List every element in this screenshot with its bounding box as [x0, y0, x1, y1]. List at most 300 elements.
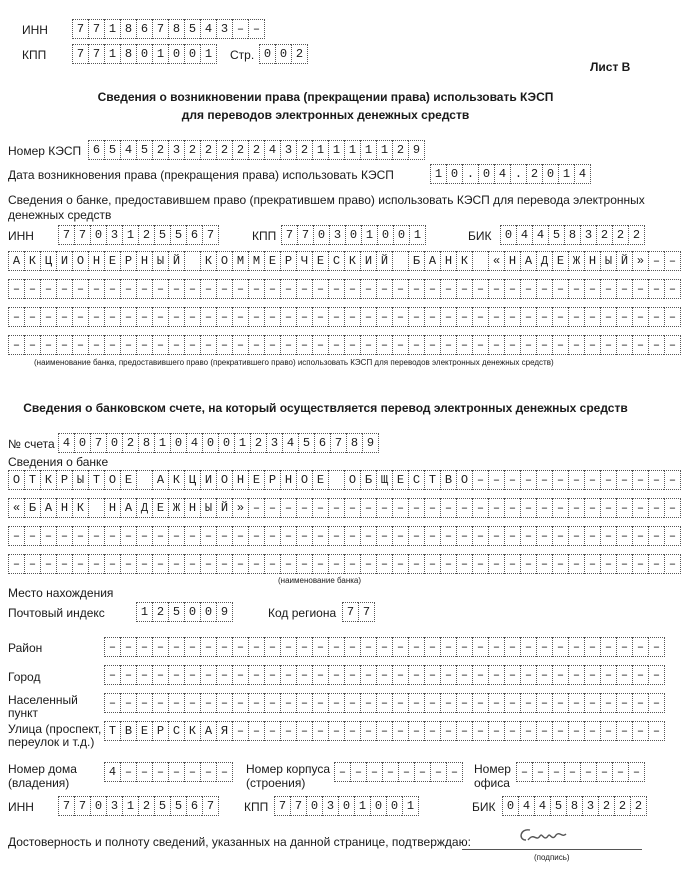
char-cell: –	[664, 498, 681, 518]
char-cell: О	[104, 470, 120, 490]
char-cell: Ц	[40, 251, 56, 271]
street-label-2: переулок и т.д.)	[8, 735, 95, 749]
char-cell: 0	[90, 225, 106, 245]
char-cell: –	[488, 307, 504, 327]
char-cell: –	[120, 526, 136, 546]
char-cell: –	[552, 335, 568, 355]
char-cell: –	[664, 554, 681, 574]
char-cell: –	[632, 554, 648, 574]
char-cell: Р	[56, 470, 72, 490]
account-bank-caption: (наименование банка)	[278, 576, 362, 585]
header-kpp-cells	[72, 44, 217, 64]
char-cell: –	[40, 335, 56, 355]
char-cell: 7	[88, 44, 104, 64]
char-cell: А	[40, 498, 56, 518]
char-cell: –	[456, 693, 472, 713]
char-cell: –	[408, 335, 424, 355]
char-cell: 3	[322, 796, 338, 816]
char-cell: –	[120, 665, 136, 685]
char-cell: 6	[186, 796, 202, 816]
char-cell: –	[360, 721, 376, 741]
char-cell: –	[584, 470, 600, 490]
char-cell: 8	[168, 19, 184, 39]
char-cell: –	[424, 721, 440, 741]
char-cell: 2	[250, 433, 266, 453]
char-cell: А	[152, 470, 168, 490]
char-cell: Р	[120, 251, 136, 271]
char-cell: –	[516, 762, 532, 782]
char-cell: 5	[168, 602, 184, 622]
char-cell: –	[120, 762, 136, 782]
char-cell: –	[552, 637, 568, 657]
char-cell: .	[510, 164, 526, 184]
char-cell: –	[216, 762, 233, 782]
char-cell: –	[136, 762, 152, 782]
char-cell: 1	[122, 225, 138, 245]
bank-bik-cells	[500, 225, 645, 245]
char-cell: –	[360, 665, 376, 685]
char-cell: 2	[216, 140, 232, 160]
char-cell: –	[280, 335, 296, 355]
char-cell: –	[504, 526, 520, 546]
char-cell: О	[72, 251, 88, 271]
char-cell: 0	[393, 225, 409, 245]
char-cell: 2	[138, 225, 154, 245]
char-cell: 7	[290, 796, 306, 816]
char-cell: Б	[360, 470, 376, 490]
char-cell: Ы	[72, 470, 88, 490]
char-cell: –	[532, 762, 548, 782]
char-cell: –	[424, 526, 440, 546]
char-cell: –	[584, 721, 600, 741]
char-cell: 2	[614, 796, 630, 816]
char-cell: –	[328, 693, 344, 713]
char-cell: –	[56, 279, 72, 299]
char-cell: 0	[500, 225, 516, 245]
char-cell: –	[536, 307, 552, 327]
char-cell: –	[312, 335, 328, 355]
char-cell: –	[264, 721, 280, 741]
char-cell: –	[600, 721, 616, 741]
char-cell: –	[520, 554, 536, 574]
char-cell: –	[536, 721, 552, 741]
char-cell: –	[472, 526, 488, 546]
char-cell: –	[376, 498, 392, 518]
char-cell: –	[424, 307, 440, 327]
char-cell: –	[264, 665, 280, 685]
char-cell: –	[392, 693, 408, 713]
char-cell: –	[168, 665, 184, 685]
char-cell: –	[168, 279, 184, 299]
char-cell: 0	[202, 433, 218, 453]
char-cell: –	[536, 526, 552, 546]
char-cell: –	[648, 335, 664, 355]
char-cell: –	[184, 307, 200, 327]
char-cell: –	[456, 526, 472, 546]
char-cell: 2	[122, 433, 138, 453]
char-cell: 4	[518, 796, 534, 816]
building-label-1: Номер корпуса	[246, 762, 331, 776]
char-cell: –	[376, 335, 392, 355]
house-cells	[104, 762, 233, 782]
char-cell: 4	[574, 164, 591, 184]
char-cell: –	[328, 526, 344, 546]
char-cell: –	[200, 279, 216, 299]
char-cell: –	[360, 307, 376, 327]
char-cell: –	[392, 498, 408, 518]
char-cell: 4	[532, 225, 548, 245]
char-cell	[136, 470, 152, 490]
char-cell: –	[168, 526, 184, 546]
char-cell: –	[552, 665, 568, 685]
bank-inn-cells	[58, 225, 219, 245]
char-cell: –	[392, 665, 408, 685]
char-cell: –	[504, 693, 520, 713]
char-cell: 3	[168, 140, 184, 160]
char-cell: –	[632, 693, 648, 713]
char-cell: –	[424, 665, 440, 685]
char-cell: 7	[90, 433, 106, 453]
char-cell: Я	[216, 721, 232, 741]
char-cell: 1	[402, 796, 419, 816]
signature-mark-icon	[514, 822, 574, 850]
char-cell: –	[104, 279, 120, 299]
char-cell: –	[568, 693, 584, 713]
char-cell: 7	[74, 796, 90, 816]
office-label-1: Номер	[474, 762, 511, 776]
char-cell: 3	[106, 225, 122, 245]
char-cell: 4	[282, 433, 298, 453]
char-cell: –	[248, 665, 264, 685]
char-cell: 1	[312, 140, 328, 160]
char-cell: –	[136, 279, 152, 299]
bottom-kpp-cells	[274, 796, 419, 816]
char-cell: –	[152, 526, 168, 546]
char-cell: 2	[630, 796, 647, 816]
char-cell: »	[232, 498, 248, 518]
char-cell: 8	[346, 433, 362, 453]
char-cell: Е	[120, 470, 136, 490]
form-title-line1: Сведения о возникновении права (прекращении права) использовать КЭСП	[97, 90, 554, 104]
char-cell: –	[312, 307, 328, 327]
char-cell: –	[584, 693, 600, 713]
char-cell: –	[216, 279, 232, 299]
char-cell: 7	[72, 44, 88, 64]
char-cell: Н	[88, 251, 104, 271]
char-cell: –	[264, 335, 280, 355]
city-label: Город	[8, 670, 41, 684]
char-cell: К	[72, 498, 88, 518]
char-cell: –	[424, 637, 440, 657]
char-cell: –	[296, 307, 312, 327]
char-cell: –	[398, 762, 414, 782]
char-cell: –	[248, 307, 264, 327]
char-cell: –	[88, 279, 104, 299]
bank-grant-heading-1: Сведения о банке, предоставившем право (прекратившем право) использовать КЭСП для перевода электронных	[8, 193, 645, 207]
account-bank-row-4	[8, 554, 681, 574]
bank-bik-label: БИК	[468, 229, 492, 243]
char-cell: –	[56, 554, 72, 574]
char-cell: –	[632, 637, 648, 657]
char-cell: 1	[430, 164, 446, 184]
char-cell: –	[24, 279, 40, 299]
char-cell: –	[472, 637, 488, 657]
char-cell: –	[488, 335, 504, 355]
char-cell: –	[264, 526, 280, 546]
char-cell: –	[280, 693, 296, 713]
char-cell: –	[104, 526, 120, 546]
char-cell: А	[8, 251, 24, 271]
char-cell: –	[504, 335, 520, 355]
house-label-2: (владения)	[8, 776, 70, 790]
char-cell: –	[600, 637, 616, 657]
char-cell: –	[72, 554, 88, 574]
char-cell: 4	[264, 140, 280, 160]
char-cell: 0	[306, 796, 322, 816]
bank-grant-caption: (наименование банка, предоставившего право (прекратившего право) использовать КЭСП для переводов электронных денежных средств)	[34, 358, 554, 367]
char-cell: 1	[360, 140, 376, 160]
char-cell: –	[408, 721, 424, 741]
char-cell: А	[120, 498, 136, 518]
char-cell: –	[312, 665, 328, 685]
char-cell: –	[376, 637, 392, 657]
char-cell: –	[628, 762, 645, 782]
char-cell: –	[552, 693, 568, 713]
char-cell: С	[168, 721, 184, 741]
char-cell: –	[264, 498, 280, 518]
char-cell: Ы	[600, 251, 616, 271]
char-cell: 2	[232, 140, 248, 160]
char-cell: –	[136, 526, 152, 546]
postcode-label: Почтовый индекс	[8, 606, 105, 620]
building-cells	[334, 762, 463, 782]
char-cell: –	[440, 526, 456, 546]
char-cell: 5	[550, 796, 566, 816]
char-cell: –	[248, 498, 264, 518]
char-cell: Т	[88, 470, 104, 490]
char-cell: 7	[281, 225, 297, 245]
char-cell: М	[232, 251, 248, 271]
char-cell: Б	[408, 251, 424, 271]
char-cell: 2	[152, 602, 168, 622]
char-cell	[328, 470, 344, 490]
char-cell: –	[456, 307, 472, 327]
char-cell: –	[408, 498, 424, 518]
char-cell: –	[200, 335, 216, 355]
char-cell: Н	[584, 251, 600, 271]
char-cell: 2	[596, 225, 612, 245]
char-cell: –	[8, 335, 24, 355]
char-cell: –	[296, 721, 312, 741]
char-cell: –	[456, 279, 472, 299]
char-cell: –	[584, 554, 600, 574]
char-cell: –	[504, 279, 520, 299]
char-cell: Е	[248, 470, 264, 490]
char-cell: 1	[558, 164, 574, 184]
settlement-label-1: Населенный	[8, 693, 78, 707]
char-cell: Е	[312, 251, 328, 271]
char-cell: –	[120, 637, 136, 657]
char-cell: –	[536, 335, 552, 355]
char-cell: 6	[136, 19, 152, 39]
char-cell: 0	[168, 44, 184, 64]
char-cell: 7	[72, 19, 88, 39]
char-cell: Д	[136, 498, 152, 518]
char-cell: –	[456, 665, 472, 685]
char-cell: –	[632, 470, 648, 490]
char-cell: –	[360, 498, 376, 518]
signature-statement: Достоверность и полноту сведений, указанных на данной странице, подтверждаю:	[8, 835, 471, 849]
char-cell: –	[280, 665, 296, 685]
char-cell: –	[136, 307, 152, 327]
char-cell: –	[536, 665, 552, 685]
char-cell: –	[632, 279, 648, 299]
char-cell: 1	[354, 796, 370, 816]
char-cell: –	[504, 665, 520, 685]
char-cell: –	[168, 637, 184, 657]
char-cell: –	[104, 307, 120, 327]
char-cell: –	[408, 526, 424, 546]
char-cell: Н	[504, 251, 520, 271]
char-cell: 0	[136, 44, 152, 64]
char-cell: –	[440, 721, 456, 741]
char-cell: 7	[274, 796, 290, 816]
char-cell: 7	[152, 19, 168, 39]
char-cell: Щ	[376, 470, 392, 490]
char-cell: –	[200, 637, 216, 657]
char-cell: 8	[138, 433, 154, 453]
char-cell: 4	[58, 433, 74, 453]
char-cell: –	[366, 762, 382, 782]
char-cell: 4	[104, 762, 120, 782]
char-cell: –	[184, 665, 200, 685]
char-cell: –	[168, 762, 184, 782]
char-cell: –	[200, 554, 216, 574]
char-cell: 3	[266, 433, 282, 453]
char-cell: –	[440, 665, 456, 685]
char-cell: 0	[218, 433, 234, 453]
char-cell: 2	[184, 140, 200, 160]
char-cell: –	[216, 665, 232, 685]
char-cell: –	[632, 498, 648, 518]
char-cell: –	[520, 665, 536, 685]
char-cell: 1	[344, 140, 360, 160]
char-cell	[88, 498, 104, 518]
char-cell: –	[56, 307, 72, 327]
char-cell: –	[184, 554, 200, 574]
char-cell: Н	[440, 251, 456, 271]
char-cell: .	[462, 164, 478, 184]
char-cell: –	[600, 693, 616, 713]
char-cell: 1	[122, 796, 138, 816]
char-cell: –	[360, 637, 376, 657]
char-cell: –	[616, 307, 632, 327]
char-cell: 0	[90, 796, 106, 816]
char-cell: –	[8, 279, 24, 299]
char-cell: 3	[580, 225, 596, 245]
char-cell: –	[648, 307, 664, 327]
char-cell: 0	[370, 796, 386, 816]
char-cell: –	[104, 335, 120, 355]
char-cell: 0	[446, 164, 462, 184]
char-cell: –	[568, 335, 584, 355]
char-cell: –	[616, 554, 632, 574]
char-cell: –	[612, 762, 628, 782]
char-cell: 7	[58, 225, 74, 245]
char-cell: –	[264, 637, 280, 657]
char-cell: –	[344, 526, 360, 546]
kesp-number-cells	[88, 140, 425, 160]
char-cell: –	[280, 279, 296, 299]
account-bank-row-1	[8, 470, 681, 490]
char-cell: –	[472, 554, 488, 574]
char-cell: О	[216, 251, 232, 271]
char-cell: 7	[297, 225, 313, 245]
char-cell: –	[40, 279, 56, 299]
char-cell: –	[440, 279, 456, 299]
char-cell: –	[552, 721, 568, 741]
char-cell: –	[392, 307, 408, 327]
char-cell: К	[168, 470, 184, 490]
char-cell: –	[520, 526, 536, 546]
char-cell: Т	[24, 470, 40, 490]
char-cell: –	[472, 335, 488, 355]
char-cell: –	[376, 554, 392, 574]
char-cell	[184, 251, 200, 271]
char-cell: –	[648, 251, 664, 271]
char-cell: –	[456, 721, 472, 741]
char-cell: 1	[104, 44, 120, 64]
signature-caption: (подпись)	[534, 853, 570, 862]
char-cell: Р	[280, 251, 296, 271]
char-cell: –	[456, 335, 472, 355]
char-cell: –	[216, 307, 232, 327]
char-cell: 1	[104, 19, 120, 39]
char-cell: –	[8, 554, 24, 574]
char-cell: –	[360, 554, 376, 574]
char-cell	[392, 251, 408, 271]
char-cell: 5	[154, 225, 170, 245]
char-cell: 7	[342, 602, 358, 622]
char-cell: –	[216, 693, 232, 713]
char-cell: –	[248, 721, 264, 741]
char-cell: –	[334, 762, 350, 782]
char-cell: –	[344, 279, 360, 299]
char-cell: 3	[106, 796, 122, 816]
char-cell: –	[360, 693, 376, 713]
char-cell: –	[488, 279, 504, 299]
city-cells	[104, 665, 665, 685]
char-cell: 2	[291, 44, 308, 64]
char-cell: Ы	[152, 251, 168, 271]
char-cell: –	[184, 279, 200, 299]
char-cell: –	[216, 526, 232, 546]
char-cell: 7	[330, 433, 346, 453]
char-cell: И	[360, 251, 376, 271]
char-cell: –	[600, 470, 616, 490]
char-cell: –	[440, 637, 456, 657]
char-cell: 5	[170, 796, 186, 816]
district-label: Район	[8, 641, 43, 655]
char-cell: К	[24, 251, 40, 271]
char-cell: –	[648, 637, 665, 657]
bottom-inn-cells	[58, 796, 219, 816]
char-cell: –	[248, 335, 264, 355]
char-cell: –	[56, 335, 72, 355]
char-cell: 0	[386, 796, 402, 816]
char-cell: –	[472, 307, 488, 327]
region-label: Код региона	[268, 606, 337, 620]
